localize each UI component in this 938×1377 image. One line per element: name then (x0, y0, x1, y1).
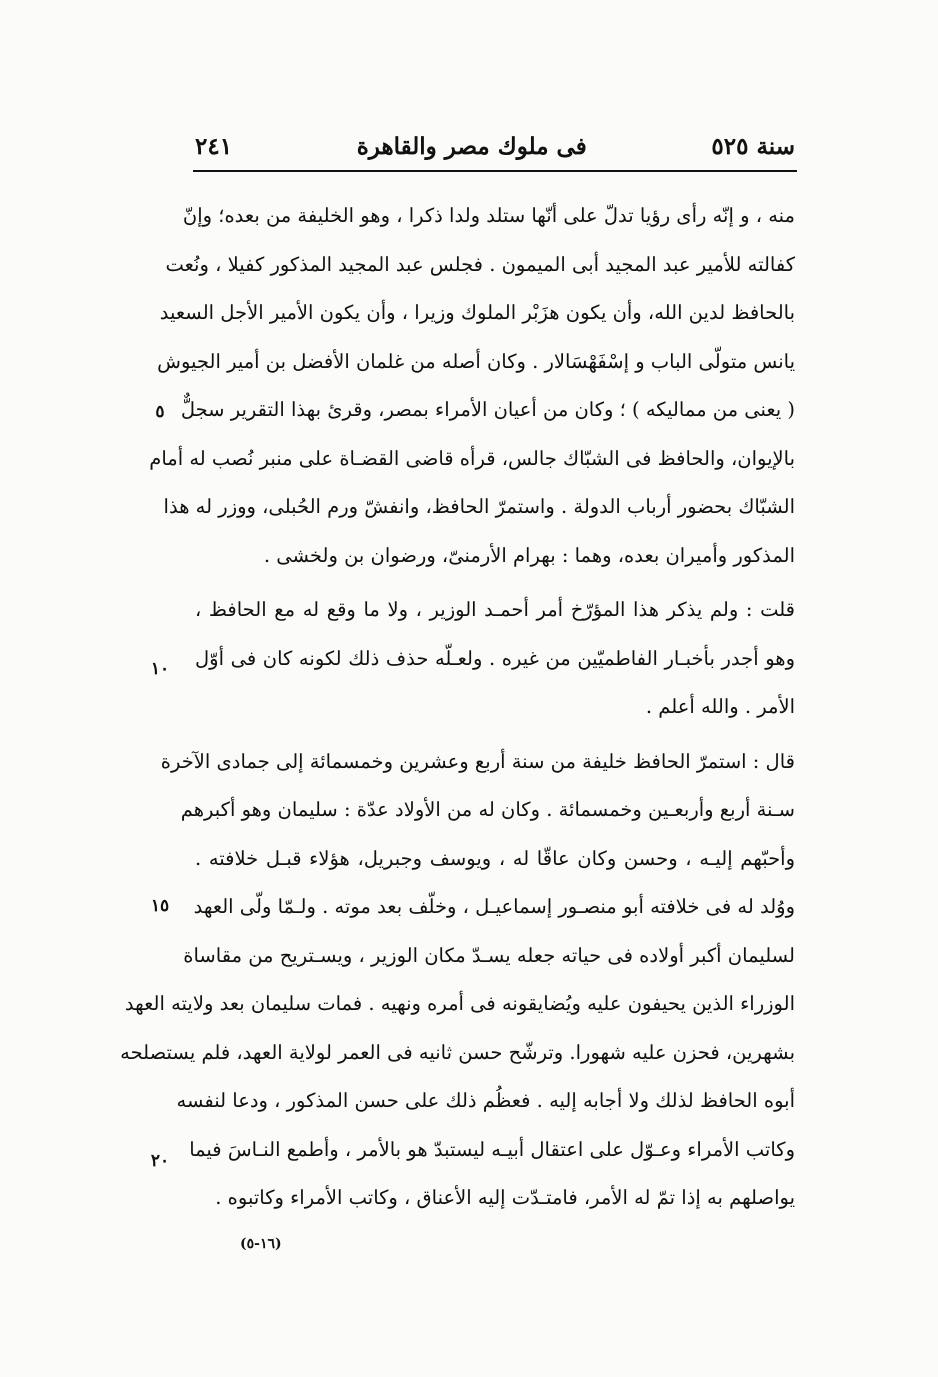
text-line: يانس متولّى الباب و إسْفَهْسَالار . وكان أصله من غلمان الأفضل بن أمير الجيوش (157, 349, 795, 373)
margin-line-number: ١٠ (150, 659, 170, 679)
text-line: وهو أجدر بأخبـار الفاطميّين من غيره . ولعـلّه حذف ذلك لكونه كان فى أوّل (195, 646, 795, 670)
text-line: كفالته للأمير عبد المجيد أبى الميمون . فجلس عبد المجيد المذكور كفيلا ، ونُعت (165, 252, 795, 276)
margin-line-number: ١٥ (150, 896, 170, 916)
text-line: بالحافظ لدين الله، وأن يكون هزَبْر الملوك وزيرا ، وأن يكون الأمير الأجل السعيد (159, 301, 795, 324)
text-line: قال : استمرّ الحافظ خليفة من سنة أربع وعشرين وخمسمائة إلى جمادى الآخرة (160, 749, 795, 773)
header-title: فى ملوك مصر والقاهرة (356, 132, 587, 160)
text-line: قلت : ولم يذكر هذا المؤرّخ أمر أحمـد الوزير ، ولا ما وقع له مع الحافظ ، (195, 598, 795, 621)
header-rule (193, 170, 797, 172)
text-line: وكاتب الأمراء وعـوّل على اعتقال أبيـه ليستبدّ هو بالأمر ، وأطمع النـاسَ فيما (189, 1137, 795, 1161)
text-line: أبوه الحافظ لذلك ولا أجابه إليه . فعظُم ذلك على حسن المذكور ، ودعا لنفسه (176, 1089, 795, 1112)
header-page-number: ٢٤١ (195, 132, 233, 160)
text-line: المذكور وأميران بعده، وهما : بهرام الأرمنىّ، ورضوان بن ولخشى . (263, 543, 795, 567)
margin-line-number: ٢٠ (150, 1151, 170, 1171)
signature-mark: (١٦-٥) (240, 1236, 282, 1252)
text-line: الأمر . والله أعلم . (645, 695, 795, 718)
margin-line-number: ٥ (155, 402, 165, 422)
text-line: بالإيوان، والحافظ فى الشبّاك جالس، قرأه قاضى القضـاة على منبر نُصب له أمام (149, 446, 795, 470)
text-line: ووُلد له فى خلافته أبو منصـور إسماعيـل ، وخلّف بعد موته . ولـمّا ولّى العهد (193, 895, 795, 918)
text-line: يواصلهم به إذا تمّ له الأمر، فامتـدّت إليه الأعناق ، وكاتب الأمراء وكاتبوه . (215, 1186, 795, 1209)
text-line: وأحبّهم إليـه ، وحسن وكان عاقّا له ، ويوسف وجبريل، هؤلاء قبـل خلافته . (195, 846, 795, 870)
text-line: سـنة أربع وأربعـين وخمسمائة . وكان له من الأولاد عدّة : سليمان وهو أكبرهم (180, 798, 795, 821)
text-line: لسليمان أكبر أولاده فى حياته جعله يسـدّ مكان الوزير ، ويسـتريح من مقاساة (183, 943, 795, 967)
text-line: الوزراء الذين يحيفون عليه ويُضايقونه فى أمره ونهيه . فمات سليمان بعد ولايته العهد (124, 992, 795, 1015)
text-line: بشهرين، فحزن عليه شهورا. وترشّح حسن ثانيه فى العمر لولاية العهد، فلم يستصلحه (120, 1040, 795, 1064)
running-header (195, 126, 795, 166)
header-year: سنة ٥٢٥ (711, 132, 795, 160)
text-line: منه ، و إنّه رأى رؤيا تدلّ على أنّها ستلد ولدا ذكرا ، وهو الخليفة من بعده؛ وإنّ (182, 204, 795, 227)
text-line: الشبّاك بحضور أرباب الدولة . واستمرّ الحافظ، وانفشّ ورم الحُبلى، ووزر له هذا (163, 495, 795, 518)
text-line: ( يعنى من مماليكه ) ؛ وكان من أعيان الأمراء بمصر، وقرئ بهذا التقرير سجلٌّ (180, 398, 795, 421)
